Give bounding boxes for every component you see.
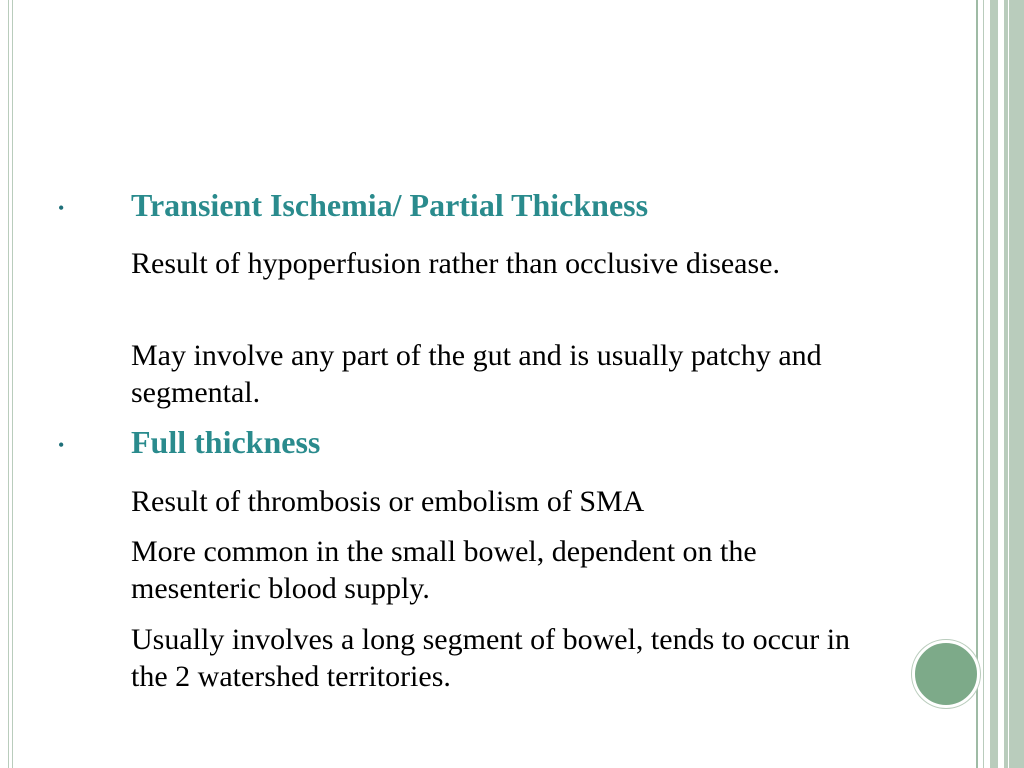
paragraph-small-bowel: More common in the small bowel, dependent on the mesenteric blood supply. bbox=[131, 535, 757, 605]
paragraph-hypoperfusion: Result of hypoperfusion rather than occlusive disease. bbox=[131, 247, 780, 280]
bullet-2: • bbox=[58, 435, 65, 455]
right-frame-band-2 bbox=[1004, 0, 1024, 768]
right-frame-line-1 bbox=[976, 0, 978, 768]
bullet-1: • bbox=[58, 198, 65, 218]
heading-transient-ischemia: Transient Ischemia/ Partial Thickness bbox=[131, 187, 649, 223]
right-frame-line-2 bbox=[983, 0, 984, 768]
left-frame-line-outer bbox=[8, 0, 9, 768]
paragraph-long-segment: Usually involves a long segment of bowel, tends to occur in the 2 watershed territories. bbox=[131, 623, 851, 693]
paragraph-gut-involvement: May involve any part of the gut and is usually patchy and segmental. bbox=[131, 339, 822, 409]
paragraph-thrombosis: Result of thrombosis or embolism of SMA bbox=[131, 485, 645, 518]
right-frame-band-gap bbox=[1008, 0, 1009, 768]
heading-full-thickness: Full thickness bbox=[131, 424, 321, 460]
right-frame-band-1 bbox=[990, 0, 998, 768]
decorative-circle bbox=[912, 640, 980, 708]
left-frame-line-inner bbox=[12, 0, 13, 768]
